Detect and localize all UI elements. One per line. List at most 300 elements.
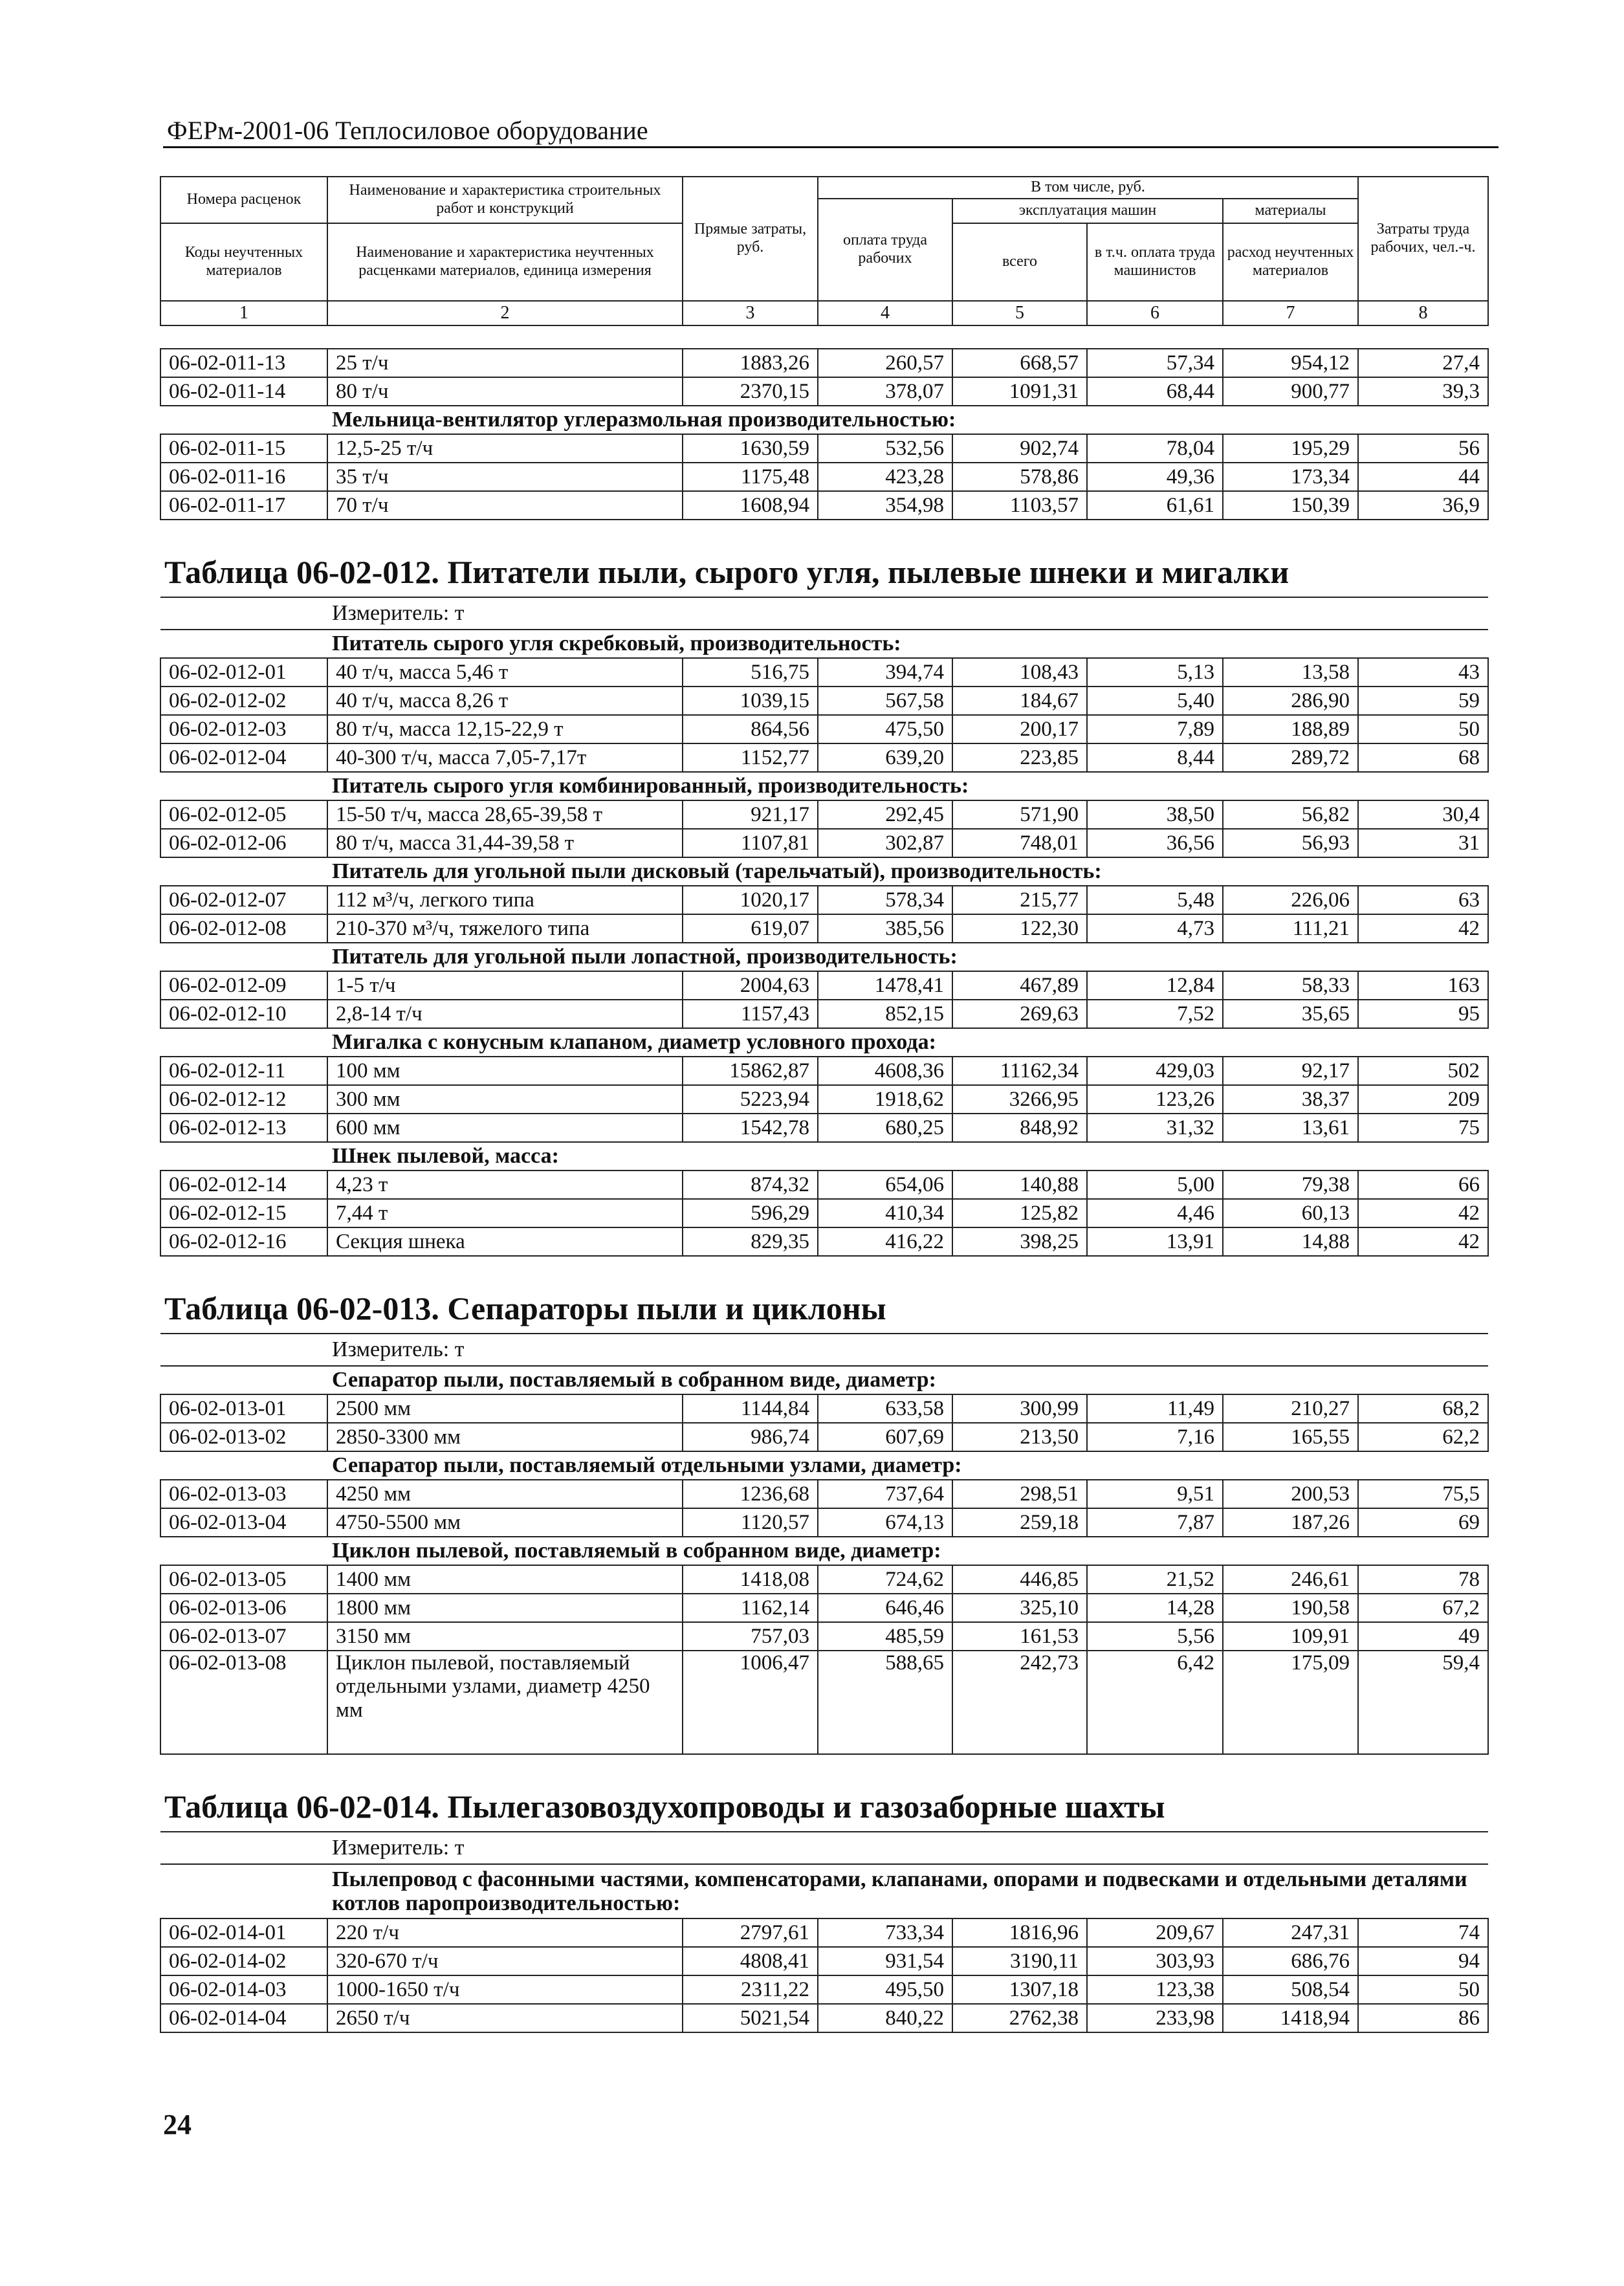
direct-cost: 757,03 — [683, 1622, 818, 1651]
rate-code: 06-02-013-06 — [160, 1594, 327, 1622]
direct-cost: 1883,26 — [683, 349, 818, 377]
section-row — [160, 1366, 1488, 1394]
driver-pay: 7,16 — [1087, 1423, 1223, 1451]
col-direct: Прямые затраты, руб. — [683, 177, 818, 301]
table-row — [160, 434, 1488, 463]
driver-pay: 13,91 — [1087, 1227, 1223, 1256]
machines-total: 11162,34 — [952, 1057, 1087, 1085]
table-row — [160, 1000, 1488, 1028]
machines-total: 269,63 — [952, 1000, 1087, 1028]
direct-cost: 1039,15 — [683, 687, 818, 715]
direct-cost: 1608,94 — [683, 491, 818, 520]
driver-pay: 4,73 — [1087, 914, 1223, 943]
rate-code: 06-02-012-09 — [160, 971, 327, 1000]
labor-hours: 50 — [1358, 1975, 1488, 2004]
materials-cost: 954,12 — [1223, 349, 1358, 377]
rate-code: 06-02-013-08 — [160, 1651, 327, 1754]
rate-code: 06-02-012-06 — [160, 829, 327, 857]
table-row — [160, 914, 1488, 943]
labor-pay: 4608,36 — [818, 1057, 952, 1085]
labor-hours: 43 — [1358, 658, 1488, 687]
table-row — [160, 1918, 1488, 1947]
materials-cost: 60,13 — [1223, 1199, 1358, 1227]
machines-total: 325,10 — [952, 1594, 1087, 1622]
direct-cost: 15862,87 — [683, 1057, 818, 1085]
materials-cost: 56,82 — [1223, 800, 1358, 829]
rate-code: 06-02-013-05 — [160, 1565, 327, 1594]
direct-cost: 921,17 — [683, 800, 818, 829]
materials-cost: 14,88 — [1223, 1227, 1358, 1256]
measure-row — [160, 597, 1488, 630]
labor-hours: 27,4 — [1358, 349, 1488, 377]
direct-cost: 2370,15 — [683, 377, 818, 406]
rate-code: 06-02-012-11 — [160, 1057, 327, 1085]
materials-cost: 289,72 — [1223, 743, 1358, 772]
section-row — [160, 772, 1488, 800]
driver-pay: 7,87 — [1087, 1508, 1223, 1537]
machines-total: 298,51 — [952, 1480, 1087, 1508]
table-caption: Таблица 06-02-012. Питатели пыли, сырого угля, пылевые шнеки и мигалки — [164, 554, 1289, 590]
materials-cost: 286,90 — [1223, 687, 1358, 715]
rate-code: 06-02-011-16 — [160, 463, 327, 491]
labor-pay: 840,22 — [818, 2004, 952, 2032]
labor-pay: 633,58 — [818, 1394, 952, 1423]
row-name: 320-670 т/ч — [327, 1947, 683, 1975]
machines-total: 1103,57 — [952, 491, 1087, 520]
table-row — [160, 1423, 1488, 1451]
col-machines: эксплуатация машин — [952, 199, 1223, 223]
labor-pay: 646,46 — [818, 1594, 952, 1622]
col-num-1: 1 — [160, 301, 327, 325]
table-row — [160, 377, 1488, 406]
table-row — [160, 800, 1488, 829]
rate-code: 06-02-014-04 — [160, 2004, 327, 2032]
col-name-bottom: Наименование и характеристика неучтенных расценками материалов, единица измерения — [327, 223, 683, 301]
driver-pay: 57,34 — [1087, 349, 1223, 377]
labor-pay: 654,06 — [818, 1170, 952, 1199]
machines-total: 259,18 — [952, 1508, 1087, 1537]
driver-pay: 12,84 — [1087, 971, 1223, 1000]
rate-code: 06-02-014-01 — [160, 1918, 327, 1947]
labor-pay: 532,56 — [818, 434, 952, 463]
section-row — [160, 1537, 1488, 1565]
section-title: Сепаратор пыли, поставляемый отдельными узлами, диаметр: — [160, 1451, 1488, 1480]
machines-total: 668,57 — [952, 349, 1087, 377]
table-caption: Таблица 06-02-013. Сепараторы пыли и циклоны — [164, 1290, 886, 1326]
running-header: ФЕРм-2001-06 Теплосиловое оборудование — [167, 116, 648, 145]
table-row — [160, 1057, 1488, 1085]
table-row — [160, 687, 1488, 715]
labor-pay: 354,98 — [818, 491, 952, 520]
col-num-5: 5 — [952, 301, 1087, 325]
labor-pay: 1478,41 — [818, 971, 952, 1000]
labor-hours: 39,3 — [1358, 377, 1488, 406]
col-num-3: 3 — [683, 301, 818, 325]
labor-pay: 737,64 — [818, 1480, 952, 1508]
labor-hours: 66 — [1358, 1170, 1488, 1199]
rate-code: 06-02-012-12 — [160, 1085, 327, 1114]
section-row — [160, 857, 1488, 886]
col-name-top: Наименование и характеристика строительных работ и конструкций — [327, 177, 683, 223]
row-name: 2850-3300 мм — [327, 1423, 683, 1451]
labor-hours: 209 — [1358, 1085, 1488, 1114]
machines-total: 1307,18 — [952, 1975, 1087, 2004]
driver-pay: 8,44 — [1087, 743, 1223, 772]
section-title: Питатель сырого угля комбинированный, производительность: — [160, 772, 1488, 800]
materials-cost: 79,38 — [1223, 1170, 1358, 1199]
row-name: 80 т/ч, масса 31,44-39,58 т — [327, 829, 683, 857]
materials-cost: 247,31 — [1223, 1918, 1358, 1947]
labor-pay: 394,74 — [818, 658, 952, 687]
row-name: 40-300 т/ч, масса 7,05-7,17т — [327, 743, 683, 772]
direct-cost: 516,75 — [683, 658, 818, 687]
rate-code: 06-02-011-17 — [160, 491, 327, 520]
direct-cost: 596,29 — [683, 1199, 818, 1227]
table-row — [160, 463, 1488, 491]
rate-code: 06-02-012-16 — [160, 1227, 327, 1256]
row-name: 300 мм — [327, 1085, 683, 1114]
col-num-2: 2 — [327, 301, 683, 325]
materials-cost: 109,91 — [1223, 1622, 1358, 1651]
table-row — [160, 1227, 1488, 1256]
section-row — [160, 630, 1488, 658]
rate-code: 06-02-011-14 — [160, 377, 327, 406]
direct-cost: 874,32 — [683, 1170, 818, 1199]
table-row — [160, 1622, 1488, 1651]
machines-total: 446,85 — [952, 1565, 1087, 1594]
driver-pay: 5,48 — [1087, 886, 1223, 914]
machines-total: 122,30 — [952, 914, 1087, 943]
direct-cost: 5021,54 — [683, 2004, 818, 2032]
table-row — [160, 971, 1488, 1000]
materials-cost: 92,17 — [1223, 1057, 1358, 1085]
driver-pay: 78,04 — [1087, 434, 1223, 463]
driver-pay: 4,46 — [1087, 1199, 1223, 1227]
driver-pay: 36,56 — [1087, 829, 1223, 857]
rate-code: 06-02-012-02 — [160, 687, 327, 715]
table-caption-row — [160, 520, 1488, 597]
table-row — [160, 491, 1488, 520]
table-caption: Таблица 06-02-014. Пылегазовоздухопроводы и газозаборные шахты — [164, 1788, 1165, 1825]
row-name: Циклон пылевой, поставляемый отдельными узлами, диаметр 4250 мм — [327, 1651, 683, 1754]
driver-pay: 21,52 — [1087, 1565, 1223, 1594]
table-row — [160, 349, 1488, 377]
rate-code: 06-02-011-13 — [160, 349, 327, 377]
direct-cost: 986,74 — [683, 1423, 818, 1451]
section-title: Мигалка с конусным клапаном, диаметр условного прохода: — [160, 1028, 1488, 1057]
row-name: Секция шнека — [327, 1227, 683, 1256]
machines-total: 3266,95 — [952, 1085, 1087, 1114]
table-row — [160, 1085, 1488, 1114]
direct-cost: 1120,57 — [683, 1508, 818, 1537]
direct-cost: 1630,59 — [683, 434, 818, 463]
col-materials: материалы — [1223, 199, 1358, 223]
rate-code: 06-02-012-14 — [160, 1170, 327, 1199]
section-title: Мельница-вентилятор углеразмольная производительностью: — [160, 406, 1488, 434]
materials-cost: 508,54 — [1223, 1975, 1358, 2004]
driver-pay: 123,26 — [1087, 1085, 1223, 1114]
table-row — [160, 1508, 1488, 1537]
labor-hours: 31 — [1358, 829, 1488, 857]
labor-pay: 410,34 — [818, 1199, 952, 1227]
driver-pay: 5,00 — [1087, 1170, 1223, 1199]
driver-pay: 303,93 — [1087, 1947, 1223, 1975]
rate-code: 06-02-012-04 — [160, 743, 327, 772]
section-row — [160, 1864, 1488, 1918]
labor-pay: 495,50 — [818, 1975, 952, 2004]
machines-total: 848,92 — [952, 1114, 1087, 1142]
labor-pay: 639,20 — [818, 743, 952, 772]
col-num-4: 4 — [818, 301, 952, 325]
labor-hours: 42 — [1358, 1227, 1488, 1256]
direct-cost: 4808,41 — [683, 1947, 818, 1975]
driver-pay: 68,44 — [1087, 377, 1223, 406]
row-name: 210-370 м³/ч, тяжелого типа — [327, 914, 683, 943]
table-caption-row — [160, 1754, 1488, 1832]
labor-hours: 68 — [1358, 743, 1488, 772]
row-name: 7,44 т — [327, 1199, 683, 1227]
materials-cost: 173,34 — [1223, 463, 1358, 491]
materials-cost: 13,58 — [1223, 658, 1358, 687]
materials-cost: 175,09 — [1223, 1651, 1358, 1754]
col-labor-pay: оплата труда рабочих — [818, 199, 952, 301]
row-name: 3150 мм — [327, 1622, 683, 1651]
rate-code: 06-02-013-03 — [160, 1480, 327, 1508]
row-name: 40 т/ч, масса 5,46 т — [327, 658, 683, 687]
rate-code: 06-02-012-01 — [160, 658, 327, 687]
labor-hours: 75 — [1358, 1114, 1488, 1142]
materials-cost: 111,21 — [1223, 914, 1358, 943]
driver-pay: 49,36 — [1087, 463, 1223, 491]
table-row — [160, 715, 1488, 743]
labor-hours: 95 — [1358, 1000, 1488, 1028]
table-row — [160, 1565, 1488, 1594]
labor-hours: 78 — [1358, 1565, 1488, 1594]
rate-code: 06-02-013-01 — [160, 1394, 327, 1423]
materials-cost: 195,29 — [1223, 434, 1358, 463]
labor-pay: 567,58 — [818, 687, 952, 715]
direct-cost: 2797,61 — [683, 1918, 818, 1947]
section-row — [160, 943, 1488, 971]
materials-cost: 35,65 — [1223, 1000, 1358, 1028]
machines-total: 2762,38 — [952, 2004, 1087, 2032]
materials-cost: 188,89 — [1223, 715, 1358, 743]
direct-cost: 1020,17 — [683, 886, 818, 914]
rate-code: 06-02-012-03 — [160, 715, 327, 743]
section-row — [160, 1451, 1488, 1480]
machines-total: 200,17 — [952, 715, 1087, 743]
driver-pay: 7,89 — [1087, 715, 1223, 743]
machines-total: 223,85 — [952, 743, 1087, 772]
direct-cost: 1236,68 — [683, 1480, 818, 1508]
machines-total: 571,90 — [952, 800, 1087, 829]
machines-total: 215,77 — [952, 886, 1087, 914]
rate-code: 06-02-013-04 — [160, 1508, 327, 1537]
direct-cost: 1542,78 — [683, 1114, 818, 1142]
table-row — [160, 829, 1488, 857]
labor-hours: 59 — [1358, 687, 1488, 715]
table-row — [160, 743, 1488, 772]
machines-total: 213,50 — [952, 1423, 1087, 1451]
labor-hours: 74 — [1358, 1918, 1488, 1947]
price-table — [160, 348, 1489, 2033]
driver-pay: 123,38 — [1087, 1975, 1223, 2004]
labor-hours: 42 — [1358, 1199, 1488, 1227]
row-name: 12,5-25 т/ч — [327, 434, 683, 463]
direct-cost: 2311,22 — [683, 1975, 818, 2004]
materials-cost: 190,58 — [1223, 1594, 1358, 1622]
direct-cost: 864,56 — [683, 715, 818, 743]
driver-pay: 61,61 — [1087, 491, 1223, 520]
direct-cost: 5223,94 — [683, 1085, 818, 1114]
measure-label: Измеритель: т — [160, 597, 1488, 630]
section-title: Питатель для угольной пыли дисковый (тарельчатый), производительность: — [160, 857, 1488, 886]
machines-total: 1091,31 — [952, 377, 1087, 406]
col-codes-top: Номера расценок — [160, 177, 327, 223]
labor-hours: 67,2 — [1358, 1594, 1488, 1622]
machines-total: 1816,96 — [952, 1918, 1087, 1947]
direct-cost: 1418,08 — [683, 1565, 818, 1594]
measure-row — [160, 1832, 1488, 1864]
col-labor: Затраты труда рабочих, чел.-ч. — [1358, 177, 1488, 301]
column-header — [160, 176, 1489, 326]
row-name: 4750-5500 мм — [327, 1508, 683, 1537]
machines-total: 125,82 — [952, 1199, 1087, 1227]
labor-hours: 69 — [1358, 1508, 1488, 1537]
labor-hours: 502 — [1358, 1057, 1488, 1085]
labor-pay: 680,25 — [818, 1114, 952, 1142]
table-row — [160, 1594, 1488, 1622]
direct-cost: 1175,48 — [683, 463, 818, 491]
direct-cost: 2004,63 — [683, 971, 818, 1000]
rate-code: 06-02-012-05 — [160, 800, 327, 829]
rate-code: 06-02-012-08 — [160, 914, 327, 943]
materials-cost: 56,93 — [1223, 829, 1358, 857]
driver-pay: 31,32 — [1087, 1114, 1223, 1142]
row-name: 112 м³/ч, легкого типа — [327, 886, 683, 914]
machines-total: 467,89 — [952, 971, 1087, 1000]
driver-pay: 6,42 — [1087, 1651, 1223, 1754]
driver-pay: 209,67 — [1087, 1918, 1223, 1947]
labor-hours: 86 — [1358, 2004, 1488, 2032]
labor-hours: 50 — [1358, 715, 1488, 743]
row-name: 2,8-14 т/ч — [327, 1000, 683, 1028]
labor-hours: 68,2 — [1358, 1394, 1488, 1423]
machines-total: 140,88 — [952, 1170, 1087, 1199]
materials-cost: 900,77 — [1223, 377, 1358, 406]
rate-code: 06-02-014-02 — [160, 1947, 327, 1975]
labor-hours: 75,5 — [1358, 1480, 1488, 1508]
driver-pay: 5,56 — [1087, 1622, 1223, 1651]
rate-code: 06-02-012-13 — [160, 1114, 327, 1142]
measure-label: Измеритель: т — [160, 1832, 1488, 1864]
labor-hours: 62,2 — [1358, 1423, 1488, 1451]
labor-hours: 163 — [1358, 971, 1488, 1000]
labor-pay: 578,34 — [818, 886, 952, 914]
driver-pay: 14,28 — [1087, 1594, 1223, 1622]
section-row — [160, 406, 1488, 434]
col-num-8: 8 — [1358, 301, 1488, 325]
labor-pay: 378,07 — [818, 377, 952, 406]
row-name: 40 т/ч, масса 8,26 т — [327, 687, 683, 715]
col-num-7: 7 — [1223, 301, 1358, 325]
rate-code: 06-02-012-15 — [160, 1199, 327, 1227]
row-name: 2500 мм — [327, 1394, 683, 1423]
labor-pay: 302,87 — [818, 829, 952, 857]
machines-total: 398,25 — [952, 1227, 1087, 1256]
materials-cost: 246,61 — [1223, 1565, 1358, 1594]
table-row — [160, 1199, 1488, 1227]
direct-cost: 1152,77 — [683, 743, 818, 772]
table-row — [160, 1975, 1488, 2004]
materials-cost: 13,61 — [1223, 1114, 1358, 1142]
labor-hours: 63 — [1358, 886, 1488, 914]
direct-cost: 1162,14 — [683, 1594, 818, 1622]
rate-code: 06-02-012-07 — [160, 886, 327, 914]
direct-cost: 1144,84 — [683, 1394, 818, 1423]
machines-total: 578,86 — [952, 463, 1087, 491]
driver-pay: 38,50 — [1087, 800, 1223, 829]
row-name: 600 мм — [327, 1114, 683, 1142]
table-row — [160, 1947, 1488, 1975]
labor-hours: 42 — [1358, 914, 1488, 943]
driver-pay: 11,49 — [1087, 1394, 1223, 1423]
labor-pay: 852,15 — [818, 1000, 952, 1028]
machines-total: 748,01 — [952, 829, 1087, 857]
labor-pay: 385,56 — [818, 914, 952, 943]
col-incl-driver: в т.ч. оплата труда машинистов — [1087, 223, 1223, 301]
section-title: Пылепровод с фасонными частями, компенсаторами, клапанами, опорами и подвесками и отдельными деталями котлов паропроизводительностью: — [160, 1864, 1488, 1918]
labor-pay: 674,13 — [818, 1508, 952, 1537]
labor-pay: 292,45 — [818, 800, 952, 829]
section-title: Сепаратор пыли, поставляемый в собранном виде, диаметр: — [160, 1366, 1488, 1394]
rate-code: 06-02-014-03 — [160, 1975, 327, 2004]
direct-cost: 1157,43 — [683, 1000, 818, 1028]
section-title: Питатель для угольной пыли лопастной, производительность: — [160, 943, 1488, 971]
row-name: 4250 мм — [327, 1480, 683, 1508]
labor-pay: 733,34 — [818, 1918, 952, 1947]
header-rule — [163, 146, 1498, 148]
driver-pay: 429,03 — [1087, 1057, 1223, 1085]
materials-cost: 210,27 — [1223, 1394, 1358, 1423]
machines-total: 161,53 — [952, 1622, 1087, 1651]
labor-hours: 49 — [1358, 1622, 1488, 1651]
machines-total: 3190,11 — [952, 1947, 1087, 1975]
section-row — [160, 1028, 1488, 1057]
labor-pay: 1918,62 — [818, 1085, 952, 1114]
rate-code: 06-02-012-10 — [160, 1000, 327, 1028]
materials-cost: 165,55 — [1223, 1423, 1358, 1451]
table-row — [160, 1480, 1488, 1508]
materials-cost: 38,37 — [1223, 1085, 1358, 1114]
direct-cost: 829,35 — [683, 1227, 818, 1256]
row-name: 2650 т/ч — [327, 2004, 683, 2032]
driver-pay: 7,52 — [1087, 1000, 1223, 1028]
row-name: 70 т/ч — [327, 491, 683, 520]
labor-pay: 931,54 — [818, 1947, 952, 1975]
table-row — [160, 2004, 1488, 2032]
rate-code: 06-02-013-07 — [160, 1622, 327, 1651]
driver-pay: 5,13 — [1087, 658, 1223, 687]
section-title: Шнек пылевой, масса: — [160, 1142, 1488, 1170]
materials-cost: 187,26 — [1223, 1508, 1358, 1537]
table-caption-row — [160, 1256, 1488, 1334]
labor-hours: 36,9 — [1358, 491, 1488, 520]
col-incl: В том числе, руб. — [818, 177, 1358, 199]
table-row — [160, 1114, 1488, 1142]
materials-cost: 1418,94 — [1223, 2004, 1358, 2032]
labor-pay: 423,28 — [818, 463, 952, 491]
